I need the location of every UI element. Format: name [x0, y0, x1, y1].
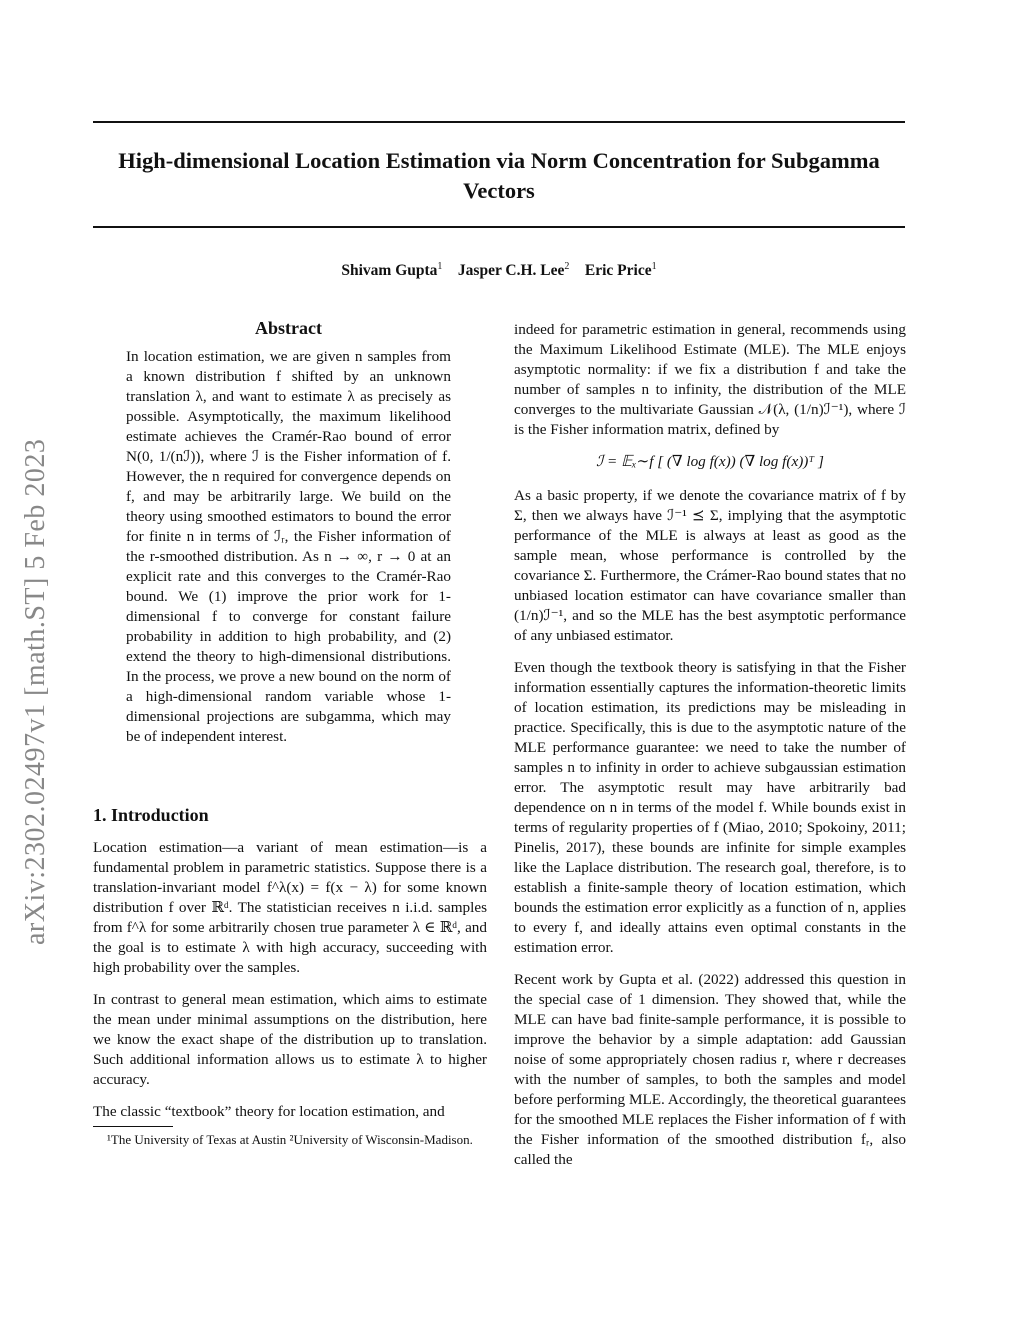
section-heading-introduction: 1. Introduction [93, 805, 209, 825]
abstract-heading: Abstract [255, 318, 322, 338]
author-name: Jasper C.H. Lee [457, 262, 565, 280]
paper-title: High-dimensional Location Estimation via Norm Concentration for Subgamma Vectors [118, 148, 880, 203]
title-bottom-rule [93, 226, 905, 228]
title-top-rule [93, 121, 905, 123]
intro-paragraph: In contrast to general mean estimation, which aims to estimate the mean under minimal assumptions on the distribution, here we know the exact shape of the distribution up to translation. Such additional information allows us to estimate λ to higher accuracy. [93, 991, 487, 1088]
body-paragraph: Recent work by Gupta et al. (2022) addressed this question in the special case of 1 dimension. They showed that, while the MLE can have bad finite-sample performance, it is possible to improve the behavior by a simple adaptation: add Gaussian noise of some appropriately chosen radius r, where r decreases with the number of samples, to both the samples and model before performing MLE. Accordingly, the theoretical guarantees for the smoothed MLE replaces the Fisher information of f with the Fisher information of the smoothed distribution fᵣ, also called the [514, 971, 906, 1168]
arxiv-side-stamp: arXiv:2302.02497v1 [math.ST] 5 Feb 2023 [20, 438, 51, 945]
affiliation-mark: 2 [564, 261, 570, 272]
author-list [93, 261, 905, 280]
author-name: Eric Price [584, 262, 652, 280]
intro-body [93, 838, 487, 1134]
intro-paragraph: Location estimation—a variant of mean estimation—is a fundamental problem in parametric statistics. Suppose there is a translation-invariant model f^λ(x) = f(x − λ) for some known distribution f over ℝᵈ. The statistician receives n i.i.d. samples from f^λ for some arbitrarily chosen true parameter λ ∈ ℝᵈ, and the goal is to estimate λ with high accuracy, succeeding with high probability over the samples. [93, 839, 487, 976]
author-name: Shivam Gupta [341, 262, 438, 280]
affiliation-mark: 1 [651, 261, 657, 272]
abstract-text: In location estimation, we are given n samples from a known distribution f shifted by an unknown translation λ, and want to estimate λ as precisely as possible. Asymptotically, the maximum likelihood estimate achieves the Cramér-Rao bound of error N(0, 1/(nℐ)), where ℐ is the Fisher information of f. However, the n required for convergence depends on f, and may be arbitrarily large. We build on the theory using smoothed estimators to bound the error for finite n in terms of ℐᵣ, the Fisher information of the r-smoothed distribution. As n → ∞, r → 0 at an explicit rate and this converges to the Cramér-Rao bound. We (1) improve the prior work for 1-dimensional f to converge for constant failure probability in addition to high probability, and (2) extend the theory to high-dimensional distributions. In the process, we prove a new bound on the norm of a high-dimensional random variable whose 1-dimensional projections are subgamma, which may be of independent interest. [126, 348, 451, 745]
body-paragraph: Even though the textbook theory is satisfying in that the Fisher information essentially captures the information-theoretic limits of location estimation, its predictions may be misleading in practice. Specifically, this is due to the asymptotic nature of the MLE performance guarantee: we need to take the number of samples n to infinity in order to achieve subgaussian estimation error. The asymptotic result may have arbitrarily bad dependence on n in terms of the model f. While bounds exist in terms of regularity properties of f (Miao, 2010; Spokoiny, 2011; Pinelis, 2017), these bounds are infinite for simple examples like the Laplace distribution. The research goal, therefore, is to establish a finite-sample theory of location estimation, which bounds the estimation error explicitly as a function of n, applies to every f, and ideally attains even optimal constants in the estimation error. [514, 659, 906, 956]
affiliation-footnote: ¹The University of Texas at Austin ²University of Wisconsin-Madison. [107, 1132, 473, 1147]
footnote [93, 1131, 487, 1149]
body-paragraph: As a basic property, if we denote the covariance matrix of f by Σ, then we always have ℐ⁻¹ ⪯ Σ, implying that the asymptotic performance of the MLE is always at least as good as the sample mean, whose performance is controlled by the covariance Σ. Furthermore, the Crámer-Rao bound states that no unbiased location estimator can have covariance smaller than (1/n)ℐ⁻¹, and so the MLE has the best asymptotic performance of any unbiased estimator. [514, 487, 906, 644]
intro-paragraph: The classic “textbook” theory for location estimation, and [93, 1103, 445, 1120]
affiliation-mark: 1 [437, 261, 443, 272]
body-paragraph: indeed for parametric estimation in general, recommends using the Maximum Likelihood Estimate (MLE). The MLE enjoys asymptotic normality: if we fix a distribution f and take the number of samples n to infinity, the distribution of the MLE converges to the multivariate Gaussian 𝒩(λ, (1/n)ℐ⁻¹), where ℐ is the Fisher information matrix, defined by [514, 321, 906, 438]
fisher-information-equation: ℐ = 𝔼ₓ∼f [ (∇ log f(x)) (∇ log f(x))ᵀ ] [596, 453, 824, 470]
footnote-rule [93, 1126, 173, 1127]
right-column-body [514, 320, 906, 1182]
